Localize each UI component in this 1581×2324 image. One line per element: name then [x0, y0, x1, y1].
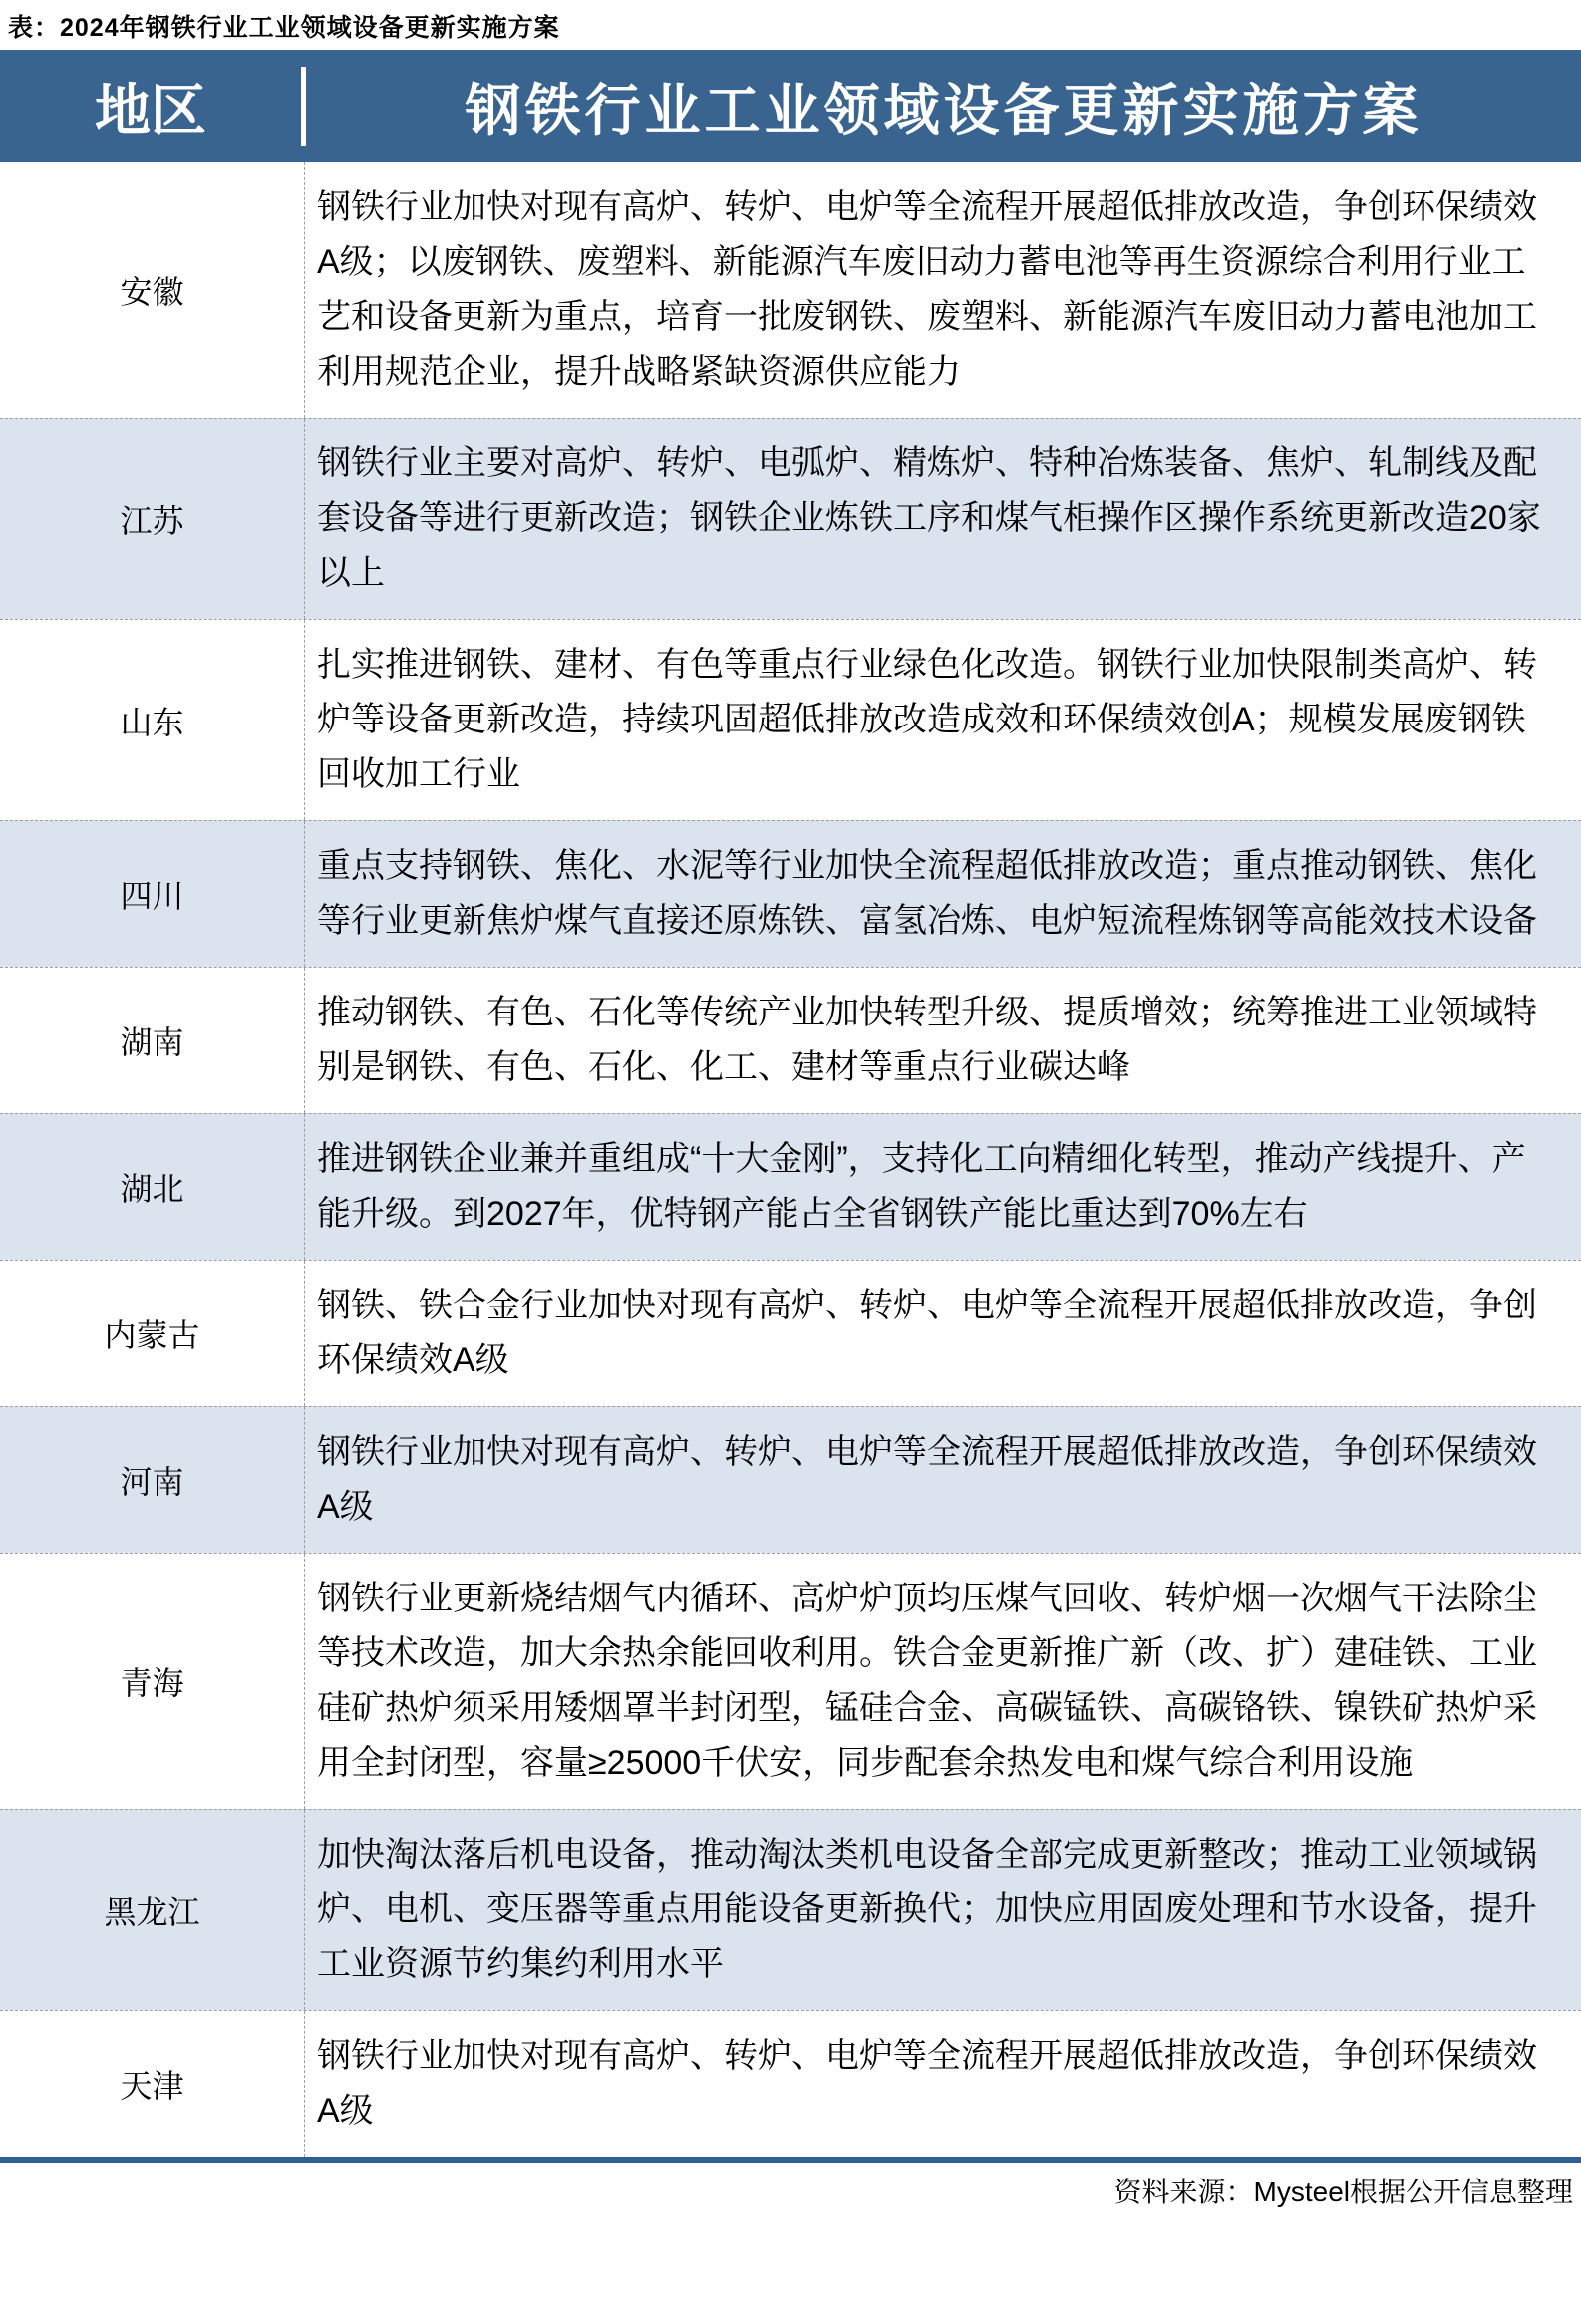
table-row — [0, 418, 1581, 619]
region-cell: 湖南 — [0, 968, 305, 1113]
plan-cell: 推进钢铁企业兼并重组成“十大金刚”，支持化工向精细化转型，推动产线提升、产能升级。到2027年，优特钢产能占全省钢铁产能比重达到70%左右 — [317, 1140, 1526, 1233]
plan-cell: 钢铁行业加快对现有高炉、转炉、电炉等全流程开展超低排放改造，争创环保绩效A级 — [317, 1433, 1537, 1526]
plan-cell: 重点支持钢铁、焦化、水泥等行业加快全流程超低排放改造；重点推动钢铁、焦化等行业更新焦炉煤气直接还原炼铁、富氢冶炼、电炉短流程炼钢等高能效技术设备 — [317, 847, 1537, 940]
column-header-plan: 钢铁行业工业领域设备更新实施方案 — [465, 77, 1423, 144]
region-cell: 青海 — [0, 1554, 305, 1809]
policy-table — [0, 50, 1581, 2157]
region-cell: 内蒙古 — [0, 1261, 305, 1406]
plan-cell: 钢铁、铁合金行业加快对现有高炉、转炉、电炉等全流程开展超低排放改造，争创环保绩效A级 — [317, 1287, 1537, 1379]
column-header-region: 地区 — [0, 67, 306, 146]
table-row — [0, 1553, 1581, 1809]
region-cell: 山东 — [0, 620, 305, 820]
region-cell: 河南 — [0, 1407, 305, 1553]
table-title: 表：2024年钢铁行业工业领域设备更新实施方案 — [8, 14, 560, 42]
table-row — [0, 2010, 1581, 2157]
region-cell: 黑龙江 — [0, 1810, 305, 2010]
table-row — [0, 967, 1581, 1113]
plan-cell: 钢铁行业更新烧结烟气内循环、高炉炉顶均压煤气回收、转炉烟一次烟气干法除尘等技术改造，加大余热余能回收利用。铁合金更新推广新（改、扩）建硅铁、工业硅矿热炉须采用矮烟罩半封闭型，锰硅合金、高碳锰铁、高碳铬铁、镍铁矿热炉采用全封闭型，容量≥25000千伏安，同步配套余热发电和煤气综合利用设施 — [317, 1580, 1537, 1782]
table-row — [0, 1260, 1581, 1406]
plan-cell: 推动钢铁、有色、石化等传统产业加快转型升级、提质增效；统筹推进工业领域特别是钢铁、有色、石化、化工、建材等重点行业碳达峰 — [317, 994, 1537, 1086]
region-cell: 安徽 — [0, 162, 305, 418]
table-header-row — [0, 50, 1581, 162]
table-row — [0, 1113, 1581, 1260]
table-row — [0, 1406, 1581, 1553]
region-cell: 四川 — [0, 821, 305, 967]
plan-cell: 钢铁行业主要对高炉、转炉、电弧炉、精炼炉、特种冶炼装备、焦炉、轧制线及配套设备等进行更新改造；钢铁企业炼铁工序和煤气柜操作区操作系统更新改造20家以上 — [317, 444, 1541, 592]
table-row — [0, 1809, 1581, 2010]
region-cell: 天津 — [0, 2011, 305, 2157]
plan-cell: 加快淘汰落后机电设备，推动淘汰类机电设备全部完成更新整改；推动工业领域锅炉、电机、变压器等重点用能设备更新换代；加快应用固废处理和节水设备，提升工业资源节约集约利用水平 — [317, 1836, 1537, 1983]
source-note: 资料来源：Mysteel根据公开信息整理 — [1113, 2177, 1573, 2207]
table-body — [0, 162, 1581, 2157]
region-cell: 江苏 — [0, 419, 305, 619]
table-row — [0, 162, 1581, 418]
plan-cell: 钢铁行业加快对现有高炉、转炉、电炉等全流程开展超低排放改造，争创环保绩效A级；以废钢铁、废塑料、新能源汽车废旧动力蓄电池等再生资源综合利用行业工艺和设备更新为重点，培育一批废钢铁、废塑料、新能源汽车废旧动力蓄电池加工利用规范企业，提升战略紧缺资源供应能力 — [317, 188, 1537, 391]
table-row — [0, 619, 1581, 820]
plan-cell: 扎实推进钢铁、建材、有色等重点行业绿色化改造。钢铁行业加快限制类高炉、转炉等设备更新改造，持续巩固超低排放改造成效和环保绩效创A；规模发展废钢铁回收加工行业 — [317, 646, 1537, 793]
region-cell: 湖北 — [0, 1114, 305, 1260]
plan-cell: 钢铁行业加快对现有高炉、转炉、电炉等全流程开展超低排放改造，争创环保绩效A级 — [317, 2037, 1537, 2130]
table-row — [0, 820, 1581, 967]
